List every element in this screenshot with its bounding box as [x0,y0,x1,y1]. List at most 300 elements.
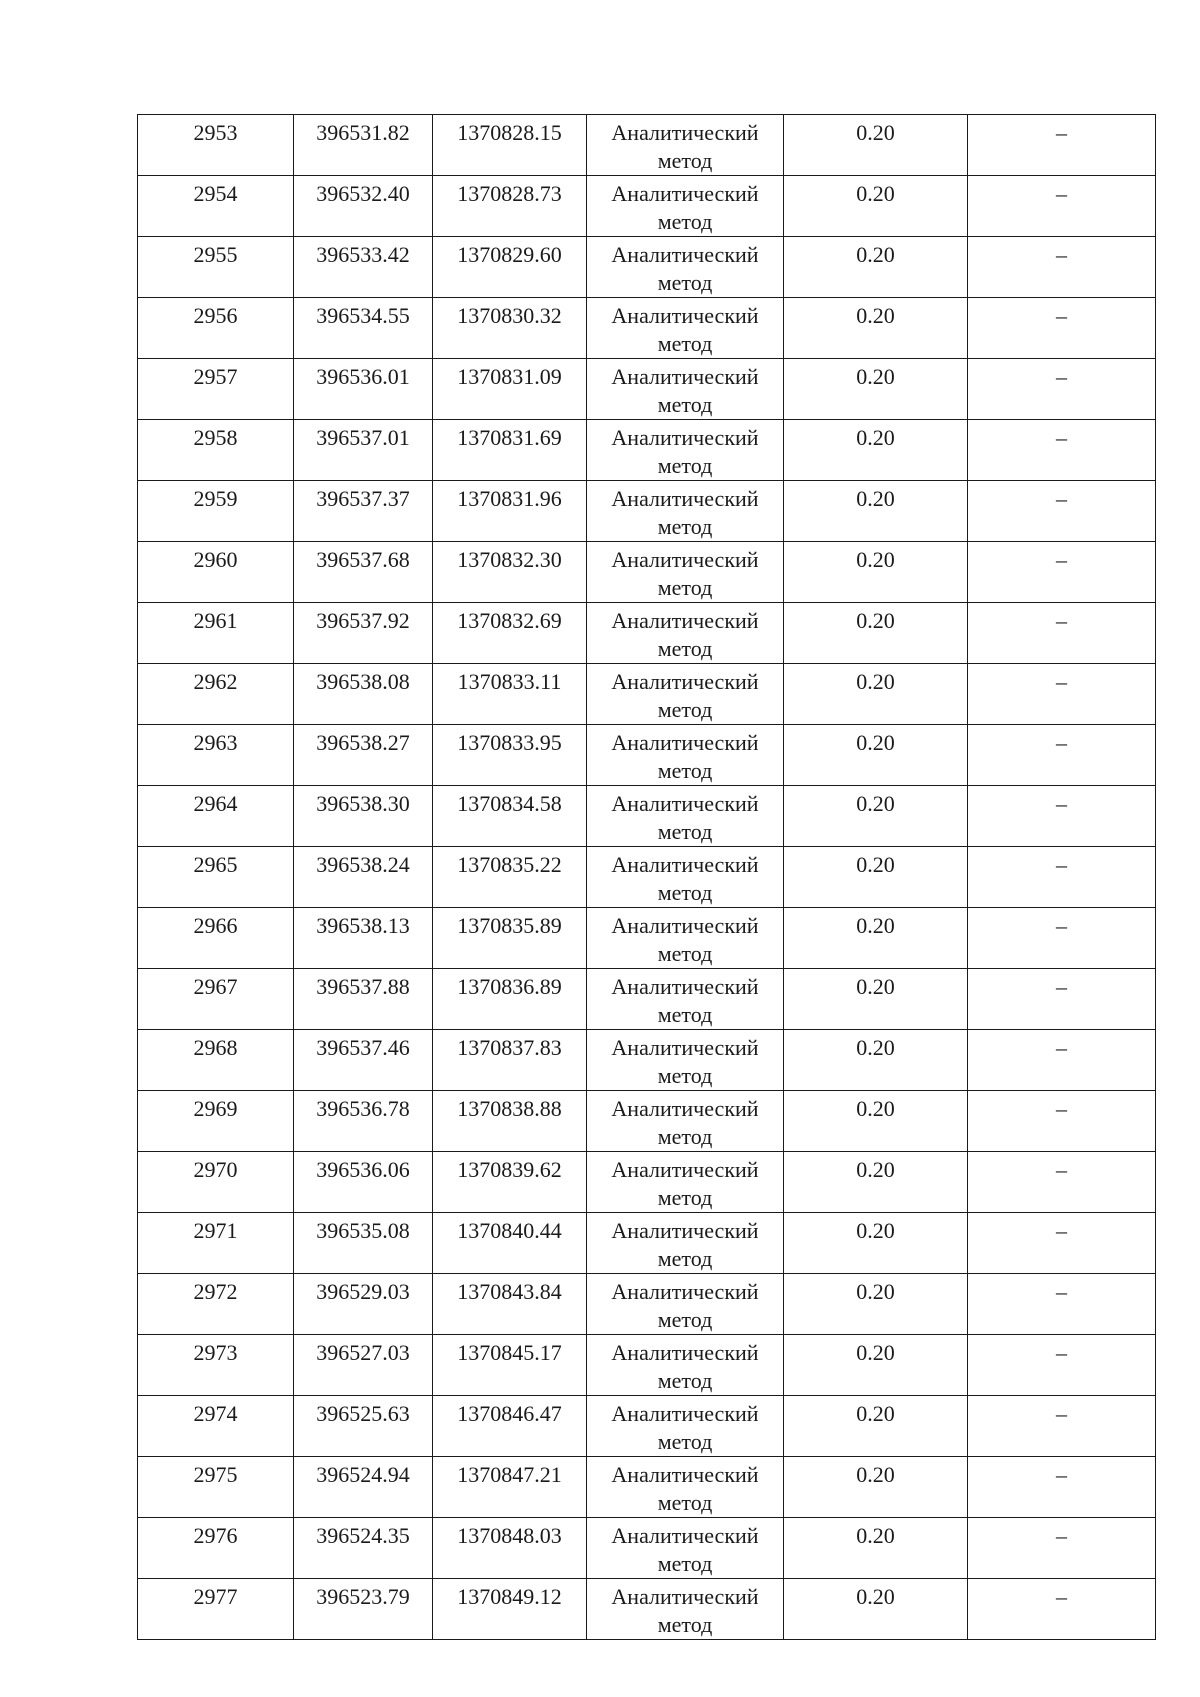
x-coordinate-cell-text: 396538.27 [316,730,410,755]
accuracy-cell [784,847,968,908]
method-cell [587,1274,784,1335]
note-cell [968,115,1156,176]
x-coordinate-cell [294,1030,433,1091]
table-row [138,298,1156,359]
method-cell-text: Аналитический метод [611,1523,759,1576]
method-cell-text: Аналитический метод [611,1035,759,1088]
note-cell-text: – [1056,1462,1067,1487]
y-coordinate-cell [433,1030,587,1091]
y-coordinate-cell-text: 1370837.83 [457,1035,562,1060]
point-number-cell-text: 2968 [193,1035,238,1060]
accuracy-cell-text: 0.20 [856,608,895,633]
accuracy-cell [784,176,968,237]
x-coordinate-cell [294,1518,433,1579]
accuracy-cell-text: 0.20 [856,730,895,755]
accuracy-cell-text: 0.20 [856,1096,895,1121]
method-cell-text: Аналитический метод [611,486,759,539]
method-cell [587,664,784,725]
y-coordinate-cell [433,847,587,908]
accuracy-cell [784,420,968,481]
note-cell-text: – [1056,974,1067,999]
y-coordinate-cell-text: 1370831.69 [457,425,562,450]
method-cell [587,969,784,1030]
accuracy-cell [784,1274,968,1335]
x-coordinate-cell-text: 396535.08 [316,1218,410,1243]
note-cell-text: – [1056,120,1067,145]
y-coordinate-cell-text: 1370839.62 [457,1157,562,1182]
accuracy-cell-text: 0.20 [856,1157,895,1182]
y-coordinate-cell-text: 1370833.95 [457,730,562,755]
note-cell-text: – [1056,181,1067,206]
point-number-cell [138,725,294,786]
y-coordinate-cell [433,786,587,847]
y-coordinate-cell-text: 1370828.15 [457,120,562,145]
note-cell [968,359,1156,420]
table-row [138,1152,1156,1213]
method-cell-text: Аналитический метод [611,364,759,417]
method-cell-text: Аналитический метод [611,181,759,234]
accuracy-cell-text: 0.20 [856,486,895,511]
method-cell [587,1518,784,1579]
method-cell [587,481,784,542]
method-cell [587,1152,784,1213]
point-number-cell [138,1335,294,1396]
table-row [138,1091,1156,1152]
point-number-cell-text: 2965 [193,852,238,877]
note-cell-text: – [1056,1340,1067,1365]
y-coordinate-cell [433,1457,587,1518]
y-coordinate-cell [433,1091,587,1152]
accuracy-cell-text: 0.20 [856,913,895,938]
point-number-cell [138,298,294,359]
point-number-cell [138,847,294,908]
y-coordinate-cell [433,1579,587,1640]
accuracy-cell [784,481,968,542]
note-cell-text: – [1056,669,1067,694]
point-number-cell [138,603,294,664]
point-number-cell-text: 2966 [193,913,238,938]
table-row [138,1396,1156,1457]
y-coordinate-cell [433,603,587,664]
method-cell-text: Аналитический метод [611,1218,759,1271]
accuracy-cell [784,542,968,603]
y-coordinate-cell [433,1396,587,1457]
point-number-cell [138,359,294,420]
note-cell-text: – [1056,852,1067,877]
accuracy-cell [784,359,968,420]
y-coordinate-cell-text: 1370829.60 [457,242,562,267]
point-number-cell-text: 2973 [193,1340,238,1365]
x-coordinate-cell [294,237,433,298]
accuracy-cell-text: 0.20 [856,242,895,267]
accuracy-cell [784,1335,968,1396]
point-number-cell-text: 2972 [193,1279,238,1304]
accuracy-cell [784,1091,968,1152]
note-cell [968,237,1156,298]
point-number-cell [138,1457,294,1518]
method-cell [587,725,784,786]
x-coordinate-cell-text: 396529.03 [316,1279,410,1304]
accuracy-cell [784,1152,968,1213]
x-coordinate-cell-text: 396533.42 [316,242,410,267]
point-number-cell-text: 2967 [193,974,238,999]
note-cell [968,1091,1156,1152]
point-number-cell [138,1152,294,1213]
y-coordinate-cell-text: 1370831.09 [457,364,562,389]
method-cell [587,542,784,603]
accuracy-cell [784,1457,968,1518]
table-row [138,1274,1156,1335]
x-coordinate-cell [294,1274,433,1335]
table-row [138,237,1156,298]
note-cell-text: – [1056,1035,1067,1060]
accuracy-cell-text: 0.20 [856,1279,895,1304]
table-row [138,725,1156,786]
point-number-cell-text: 2956 [193,303,238,328]
method-cell-text: Аналитический метод [611,425,759,478]
accuracy-cell [784,1396,968,1457]
x-coordinate-cell-text: 396537.88 [316,974,410,999]
x-coordinate-cell [294,176,433,237]
table-row [138,786,1156,847]
note-cell [968,1457,1156,1518]
method-cell-text: Аналитический метод [611,913,759,966]
accuracy-cell-text: 0.20 [856,425,895,450]
accuracy-cell [784,603,968,664]
y-coordinate-cell-text: 1370848.03 [457,1523,562,1548]
point-number-cell-text: 2962 [193,669,238,694]
point-number-cell-text: 2963 [193,730,238,755]
point-number-cell [138,1518,294,1579]
method-cell [587,420,784,481]
method-cell-text: Аналитический метод [611,120,759,173]
point-number-cell [138,115,294,176]
note-cell-text: – [1056,1218,1067,1243]
note-cell [968,1335,1156,1396]
y-coordinate-cell-text: 1370843.84 [457,1279,562,1304]
method-cell-text: Аналитический метод [611,608,759,661]
coordinates-table [137,114,1156,1640]
method-cell [587,1091,784,1152]
note-cell [968,1396,1156,1457]
accuracy-cell [784,969,968,1030]
note-cell [968,1213,1156,1274]
x-coordinate-cell-text: 396538.30 [316,791,410,816]
note-cell-text: – [1056,1401,1067,1426]
accuracy-cell [784,1579,968,1640]
accuracy-cell [784,1213,968,1274]
accuracy-cell [784,664,968,725]
y-coordinate-cell [433,1274,587,1335]
x-coordinate-cell [294,1152,433,1213]
table-row [138,1579,1156,1640]
y-coordinate-cell-text: 1370832.69 [457,608,562,633]
point-number-cell-text: 2960 [193,547,238,572]
note-cell-text: – [1056,1523,1067,1548]
x-coordinate-cell-text: 396525.63 [316,1401,410,1426]
x-coordinate-cell [294,603,433,664]
x-coordinate-cell [294,908,433,969]
method-cell [587,237,784,298]
point-number-cell [138,664,294,725]
x-coordinate-cell-text: 396537.68 [316,547,410,572]
note-cell-text: – [1056,1584,1067,1609]
method-cell [587,1030,784,1091]
point-number-cell-text: 2977 [193,1584,238,1609]
x-coordinate-cell-text: 396537.92 [316,608,410,633]
point-number-cell-text: 2969 [193,1096,238,1121]
note-cell-text: – [1056,547,1067,572]
x-coordinate-cell-text: 396532.40 [316,181,410,206]
note-cell [968,298,1156,359]
x-coordinate-cell [294,420,433,481]
method-cell-text: Аналитический метод [611,547,759,600]
accuracy-cell [784,298,968,359]
table-row [138,664,1156,725]
point-number-cell-text: 2975 [193,1462,238,1487]
point-number-cell-text: 2964 [193,791,238,816]
method-cell [587,359,784,420]
note-cell [968,420,1156,481]
method-cell [587,298,784,359]
table-row [138,481,1156,542]
method-cell [587,1579,784,1640]
y-coordinate-cell-text: 1370845.17 [457,1340,562,1365]
point-number-cell [138,908,294,969]
note-cell-text: – [1056,608,1067,633]
accuracy-cell [784,115,968,176]
y-coordinate-cell [433,176,587,237]
accuracy-cell [784,237,968,298]
note-cell [968,176,1156,237]
note-cell [968,1579,1156,1640]
method-cell-text: Аналитический метод [611,791,759,844]
method-cell-text: Аналитический метод [611,669,759,722]
point-number-cell [138,1274,294,1335]
y-coordinate-cell-text: 1370835.22 [457,852,562,877]
x-coordinate-cell-text: 396534.55 [316,303,410,328]
method-cell-text: Аналитический метод [611,303,759,356]
accuracy-cell-text: 0.20 [856,852,895,877]
x-coordinate-cell-text: 396538.24 [316,852,410,877]
point-number-cell-text: 2961 [193,608,238,633]
point-number-cell [138,1091,294,1152]
point-number-cell-text: 2970 [193,1157,238,1182]
y-coordinate-cell-text: 1370831.96 [457,486,562,511]
x-coordinate-cell [294,725,433,786]
point-number-cell [138,1030,294,1091]
y-coordinate-cell [433,237,587,298]
x-coordinate-cell-text: 396524.35 [316,1523,410,1548]
y-coordinate-cell-text: 1370830.32 [457,303,562,328]
accuracy-cell-text: 0.20 [856,547,895,572]
method-cell [587,847,784,908]
y-coordinate-cell [433,908,587,969]
point-number-cell-text: 2954 [193,181,238,206]
note-cell-text: – [1056,242,1067,267]
y-coordinate-cell [433,1335,587,1396]
accuracy-cell [784,908,968,969]
method-cell-text: Аналитический метод [611,974,759,1027]
note-cell-text: – [1056,791,1067,816]
note-cell [968,908,1156,969]
table-row [138,115,1156,176]
point-number-cell-text: 2976 [193,1523,238,1548]
accuracy-cell-text: 0.20 [856,303,895,328]
point-number-cell [138,237,294,298]
method-cell-text: Аналитический метод [611,730,759,783]
y-coordinate-cell [433,420,587,481]
table-row [138,1457,1156,1518]
y-coordinate-cell-text: 1370847.21 [457,1462,562,1487]
note-cell [968,969,1156,1030]
y-coordinate-cell-text: 1370833.11 [457,669,562,694]
x-coordinate-cell [294,1091,433,1152]
method-cell [587,115,784,176]
table-row [138,847,1156,908]
accuracy-cell-text: 0.20 [856,181,895,206]
method-cell [587,786,784,847]
x-coordinate-cell-text: 396527.03 [316,1340,410,1365]
table-row [138,908,1156,969]
point-number-cell-text: 2958 [193,425,238,450]
point-number-cell-text: 2955 [193,242,238,267]
method-cell [587,1335,784,1396]
accuracy-cell-text: 0.20 [856,1462,895,1487]
method-cell [587,908,784,969]
x-coordinate-cell [294,786,433,847]
y-coordinate-cell-text: 1370834.58 [457,791,562,816]
x-coordinate-cell [294,1457,433,1518]
point-number-cell-text: 2957 [193,364,238,389]
x-coordinate-cell-text: 396538.13 [316,913,410,938]
x-coordinate-cell [294,664,433,725]
table-row [138,1213,1156,1274]
point-number-cell-text: 2971 [193,1218,238,1243]
accuracy-cell-text: 0.20 [856,120,895,145]
note-cell-text: – [1056,730,1067,755]
point-number-cell [138,176,294,237]
method-cell-text: Аналитический метод [611,1157,759,1210]
accuracy-cell [784,786,968,847]
y-coordinate-cell [433,1518,587,1579]
x-coordinate-cell [294,359,433,420]
method-cell [587,1213,784,1274]
method-cell-text: Аналитический метод [611,1279,759,1332]
x-coordinate-cell [294,1396,433,1457]
method-cell-text: Аналитический метод [611,1462,759,1515]
point-number-cell [138,420,294,481]
method-cell-text: Аналитический метод [611,242,759,295]
note-cell [968,1152,1156,1213]
y-coordinate-cell-text: 1370832.30 [457,547,562,572]
accuracy-cell-text: 0.20 [856,1218,895,1243]
accuracy-cell [784,725,968,786]
method-cell-text: Аналитический метод [611,852,759,905]
accuracy-cell-text: 0.20 [856,364,895,389]
method-cell [587,1396,784,1457]
table-row [138,420,1156,481]
x-coordinate-cell [294,847,433,908]
y-coordinate-cell [433,1152,587,1213]
table-row [138,969,1156,1030]
y-coordinate-cell [433,542,587,603]
x-coordinate-cell [294,481,433,542]
note-cell-text: – [1056,1279,1067,1304]
note-cell [968,1030,1156,1091]
point-number-cell-text: 2959 [193,486,238,511]
point-number-cell [138,1213,294,1274]
point-number-cell [138,969,294,1030]
note-cell [968,542,1156,603]
accuracy-cell-text: 0.20 [856,791,895,816]
accuracy-cell-text: 0.20 [856,1401,895,1426]
table-body [138,115,1156,1640]
table-row [138,1335,1156,1396]
method-cell [587,603,784,664]
x-coordinate-cell-text: 396538.08 [316,669,410,694]
note-cell [968,1274,1156,1335]
point-number-cell-text: 2974 [193,1401,238,1426]
point-number-cell [138,1396,294,1457]
note-cell [968,1518,1156,1579]
method-cell-text: Аналитический метод [611,1584,759,1637]
x-coordinate-cell [294,1335,433,1396]
accuracy-cell-text: 0.20 [856,1340,895,1365]
accuracy-cell-text: 0.20 [856,669,895,694]
table-row [138,176,1156,237]
x-coordinate-cell-text: 396537.46 [316,1035,410,1060]
note-cell [968,786,1156,847]
note-cell-text: – [1056,303,1067,328]
point-number-cell [138,481,294,542]
note-cell [968,481,1156,542]
y-coordinate-cell [433,664,587,725]
y-coordinate-cell [433,725,587,786]
accuracy-cell-text: 0.20 [856,1035,895,1060]
x-coordinate-cell-text: 396536.78 [316,1096,410,1121]
note-cell [968,725,1156,786]
method-cell [587,1457,784,1518]
point-number-cell [138,542,294,603]
x-coordinate-cell [294,969,433,1030]
y-coordinate-cell [433,298,587,359]
table-row [138,1518,1156,1579]
table-row [138,1030,1156,1091]
table-row [138,542,1156,603]
method-cell-text: Аналитический метод [611,1401,759,1454]
x-coordinate-cell-text: 396536.01 [316,364,410,389]
x-coordinate-cell-text: 396537.37 [316,486,410,511]
y-coordinate-cell [433,359,587,420]
point-number-cell-text: 2953 [193,120,238,145]
accuracy-cell-text: 0.20 [856,974,895,999]
y-coordinate-cell-text: 1370836.89 [457,974,562,999]
note-cell [968,847,1156,908]
accuracy-cell-text: 0.20 [856,1523,895,1548]
point-number-cell [138,1579,294,1640]
x-coordinate-cell [294,542,433,603]
y-coordinate-cell [433,481,587,542]
y-coordinate-cell-text: 1370846.47 [457,1401,562,1426]
accuracy-cell-text: 0.20 [856,1584,895,1609]
x-coordinate-cell-text: 396523.79 [316,1584,410,1609]
x-coordinate-cell-text: 396537.01 [316,425,410,450]
y-coordinate-cell-text: 1370828.73 [457,181,562,206]
y-coordinate-cell-text: 1370840.44 [457,1218,562,1243]
x-coordinate-cell [294,115,433,176]
x-coordinate-cell [294,1213,433,1274]
